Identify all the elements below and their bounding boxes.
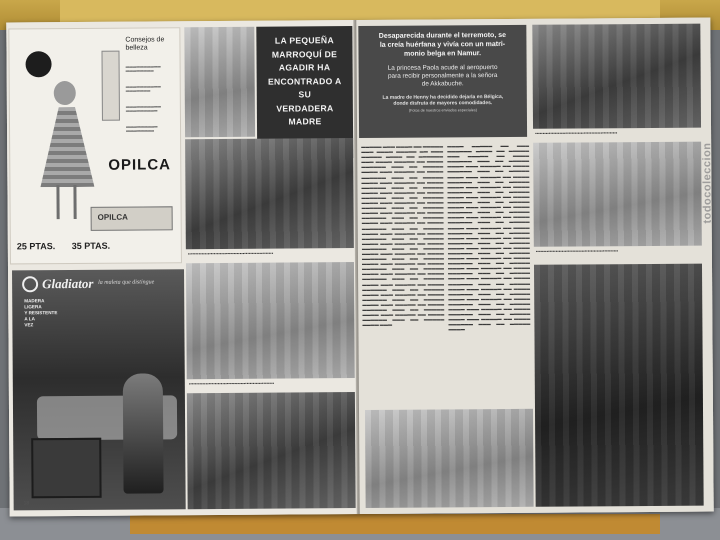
gladiator-advertisement <box>12 269 186 510</box>
price-normal: 25 PTAS. <box>16 241 56 252</box>
article-header-box <box>358 25 527 138</box>
left-page <box>6 20 359 516</box>
article-lead <box>365 64 521 89</box>
watermark-text: todocoleccion <box>701 142 714 224</box>
photo-children-walking <box>365 409 534 508</box>
photo-caption-2: ▪▪▪▪▪▪▪▪▪▪▪▪▪▪▪▪▪▪▪▪▪▪▪▪▪▪▪▪▪▪▪▪▪▪▪▪▪▪▪▪▪▪▪▪▪▪▪▪▪▪▪▪▪▪▪▪ <box>188 380 275 387</box>
dek-line: Desaparecida durante el terremoto, se <box>378 31 507 40</box>
watermark <box>697 68 712 228</box>
prices <box>17 241 127 252</box>
feature-line: LIGERA <box>24 304 42 310</box>
model-figure <box>36 81 99 221</box>
tip-text-2: ▬▬▬▬▬▬▬▬▬▬ ▬▬▬▬▬▬▬ <box>125 84 161 93</box>
lead-line: para recibir personalmente a la señora <box>387 72 498 80</box>
headline-line: ENCONTRADO A SU <box>267 75 342 100</box>
feature-line: MADERA <box>24 298 45 304</box>
product-tube-horizontal <box>91 206 173 231</box>
tip-text-4: ▬▬▬▬▬▬▬▬▬ ▬▬▬▬▬▬▬▬ <box>126 124 158 133</box>
opilca-brand: OPILCA <box>108 156 172 174</box>
photo-greeting-scene <box>186 262 355 379</box>
lead-line: de Akkabuche. <box>421 80 464 88</box>
feature-line: A LA <box>24 316 35 322</box>
headline-line: AGADIR HA <box>278 62 331 73</box>
article-column-2: ▬▬▬▬ ▬▬▬▬▬ ▬▬ ▬▬▬ ▬▬▬▬▬▬ ▬▬▬▬ ▬▬ ▬▬▬▬▬ ▬▬▬ ▬▬▬▬▬ ▬▬ ▬▬▬▬ ▬▬▬▬▬▬ ▬▬▬ ▬▬ ▬▬▬▬▬ ▬▬▬▬ ▬▬▬ ▬▬▬▬▬ ▬▬ ▬▬▬▬ ▬▬▬▬▬▬ ▬▬▬ ▬▬ ▬▬▬▬▬ ▬▬▬▬ ▬▬▬ ▬▬▬▬▬ ▬▬ ▬▬▬▬ ▬▬▬▬▬▬ ▬▬▬ ▬▬ ▬▬▬▬▬ ▬▬▬▬ ▬▬▬ ▬▬▬▬▬ ▬▬ ▬▬▬▬ ▬▬▬▬▬▬ ▬▬▬ ▬▬ ▬▬▬▬▬ ▬▬▬▬ ▬▬▬ ▬▬▬▬▬ ▬▬ ▬▬▬▬ ▬▬▬▬▬▬ ▬▬▬ ▬▬ ▬▬▬▬▬ ▬▬▬▬ ▬▬▬ ▬▬▬▬▬ ▬▬ ▬▬▬▬ ▬▬▬▬▬▬ ▬▬▬ ▬▬ ▬▬▬▬▬ ▬▬▬▬ ▬▬▬ ▬▬▬▬▬ ▬▬ ▬▬▬▬ ▬▬▬▬▬▬ ▬▬▬ ▬▬ ▬▬▬▬▬ ▬▬▬▬ ▬▬▬ ▬▬▬▬▬ ▬▬ ▬▬▬▬ ▬▬▬▬▬▬ ▬▬▬ ▬▬ ▬▬▬▬▬ ▬▬▬▬ ▬▬▬ ▬▬▬▬▬ ▬▬ ▬▬▬▬ ▬▬▬▬▬▬ ▬▬▬ ▬▬ ▬▬▬▬▬ ▬▬▬▬ ▬▬▬ ▬▬▬▬▬ ▬▬ ▬▬▬▬ ▬▬▬▬▬▬ ▬▬▬ ▬▬ ▬▬▬▬▬ ▬▬▬▬ ▬▬▬ ▬▬▬▬▬ ▬▬ ▬▬▬▬ ▬▬▬▬▬▬ ▬▬▬ ▬▬ ▬▬▬▬▬ ▬▬▬▬ ▬▬▬ ▬▬▬▬▬ ▬▬ ▬▬▬▬ ▬▬▬▬▬▬ ▬▬▬ ▬▬ ▬▬▬▬▬ ▬▬▬▬ ▬▬▬ ▬▬▬▬▬ ▬▬ ▬▬▬▬ ▬▬▬▬▬▬ ▬▬▬ ▬▬ ▬▬▬▬▬ ▬▬▬▬ ▬▬▬ ▬▬▬▬▬ ▬▬ ▬▬▬▬ ▬▬▬▬▬▬ ▬▬▬ ▬▬ ▬▬▬▬▬ ▬▬▬▬ ▬▬▬ ▬▬▬▬▬ ▬▬ ▬▬▬▬ ▬▬▬▬▬▬ ▬▬▬ ▬▬ ▬▬▬▬▬ ▬▬▬▬ ▬▬▬ ▬▬▬▬▬ ▬▬ ▬▬▬▬ ▬▬▬▬▬▬ ▬▬▬ ▬▬ ▬▬▬▬▬ ▬▬▬▬ ▬▬▬ ▬▬▬▬▬ ▬▬ ▬▬▬▬ ▬▬▬▬▬▬ ▬▬▬ ▬▬ ▬▬▬▬▬ ▬▬▬▬ <box>447 142 531 332</box>
tip-text-3: ▬▬▬▬▬▬▬▬▬▬ ▬▬▬▬▬▬▬▬▬ <box>125 104 161 113</box>
feature-line: VEZ <box>24 322 34 328</box>
headline-line: MARROQUÍ DE <box>271 48 338 60</box>
feature-line: Y RESISTENTE <box>24 310 58 316</box>
price-large: 35 PTAS. <box>71 240 111 252</box>
sub-line: La madre de Henny ha decidido dejarla en Bélgica, <box>382 93 504 101</box>
magazine-spread <box>6 18 713 517</box>
dek-line: monio belga en Namur. <box>403 50 482 58</box>
tube-label: OPILCA <box>97 212 128 222</box>
lead-line: La princesa Paola acude al aeropuerto <box>387 64 498 72</box>
article-column-1: ▬▬▬▬▬ ▬▬▬ ▬▬▬▬ ▬▬ ▬▬▬▬▬ ▬▬▬ ▬▬▬▬ ▬▬▬▬▬ ▬▬ ▬▬▬ ▬▬▬▬▬ ▬▬▬▬ ▬▬ ▬▬▬▬▬▬ ▬▬▬ ▬▬▬▬ ▬▬▬▬▬ ▬▬ ▬▬▬▬ ▬▬▬▬▬▬ ▬▬▬ ▬▬ ▬▬▬▬▬ ▬▬▬▬ ▬▬▬ ▬▬▬▬▬ ▬▬ ▬▬▬▬ ▬▬▬▬▬▬ ▬▬▬ ▬▬ ▬▬▬▬▬ ▬▬▬▬ ▬▬▬ ▬▬▬▬▬ ▬▬ ▬▬▬▬ ▬▬▬▬▬▬ ▬▬▬ ▬▬ ▬▬▬▬▬ ▬▬▬▬ ▬▬▬ ▬▬▬▬▬ ▬▬ ▬▬▬▬ ▬▬▬▬▬▬ ▬▬▬ ▬▬ ▬▬▬▬▬ ▬▬▬▬ ▬▬▬ ▬▬▬▬▬ ▬▬ ▬▬▬▬ ▬▬▬▬▬▬ ▬▬▬ ▬▬ ▬▬▬▬▬ ▬▬▬▬ ▬▬▬ ▬▬▬▬▬ ▬▬ ▬▬▬▬ ▬▬▬▬▬▬ ▬▬▬ ▬▬ ▬▬▬▬▬ ▬▬▬▬ ▬▬▬ ▬▬▬▬▬ ▬▬ ▬▬▬▬ ▬▬▬▬▬▬ ▬▬▬ ▬▬ ▬▬▬▬▬ ▬▬▬▬ ▬▬▬ ▬▬▬▬▬ ▬▬ ▬▬▬▬ ▬▬▬▬▬▬ ▬▬▬ ▬▬ ▬▬▬▬▬ ▬▬▬▬ ▬▬▬ ▬▬▬▬▬ ▬▬ ▬▬▬▬ ▬▬▬▬▬▬ ▬▬▬ ▬▬ ▬▬▬▬▬ ▬▬▬▬ ▬▬▬ ▬▬▬▬▬ ▬▬ ▬▬▬▬ ▬▬▬▬▬▬ ▬▬▬ ▬▬ ▬▬▬▬▬ ▬▬▬▬ ▬▬▬ ▬▬▬▬▬ ▬▬ ▬▬▬▬ ▬▬▬▬▬▬ ▬▬▬ ▬▬ ▬▬▬▬▬ ▬▬▬▬ ▬▬▬ ▬▬▬▬▬ ▬▬ ▬▬▬▬ ▬▬▬▬▬▬ ▬▬▬ ▬▬ ▬▬▬▬▬ ▬▬▬▬ ▬▬▬ ▬▬▬▬▬ ▬▬ ▬▬▬▬ ▬▬▬▬▬▬ ▬▬▬ ▬▬ ▬▬▬▬▬ ▬▬▬▬ ▬▬▬ ▬▬▬▬▬ ▬▬ ▬▬▬▬ ▬▬▬▬▬▬ ▬▬▬ ▬▬ ▬▬▬▬▬ ▬▬▬▬ ▬▬▬ ▬▬▬▬▬ ▬▬ ▬▬▬▬ ▬▬▬▬▬▬ ▬▬▬ ▬▬ ▬▬▬▬▬ ▬▬▬▬ ▬▬▬ ▬▬▬▬▬ ▬▬ ▬▬▬▬ ▬▬▬▬▬▬ ▬▬▬ ▬▬ ▬▬▬▬▬ ▬▬▬▬ ▬▬▬ <box>361 143 445 328</box>
photo-crowd-embrace <box>533 142 702 247</box>
photo-man-portrait <box>184 27 255 137</box>
right-page <box>356 18 713 514</box>
headline-line: VERDADERA <box>276 102 334 114</box>
photo-princess-arrival <box>532 24 701 129</box>
model-head <box>54 81 76 105</box>
photo-caption-1: ▪▪▪▪▪▪▪▪▪▪▪▪▪▪▪▪▪▪▪▪▪▪▪▪▪▪▪▪▪▪▪▪▪▪▪▪▪▪▪▪▪▪▪▪▪▪▪▪▪▪▪▪▪▪▪▪ <box>187 250 274 257</box>
consejos-title: Consejos de belleza <box>125 36 165 52</box>
dek-line: la creía huérfana y vivía con un matri- <box>379 40 506 49</box>
photo-credit: (Fotos de nuestros enviados especiales) <box>408 108 478 113</box>
gladiator-features <box>24 298 64 328</box>
headline-line: LA PEQUEÑA <box>274 35 334 46</box>
photo-crowd-child <box>187 392 356 509</box>
tip-text-1: ▬▬▬▬▬▬▬▬▬▬ ▬▬▬▬▬▬▬▬ <box>125 64 161 73</box>
article-subhead <box>365 94 521 107</box>
gladiator-logo-icon <box>22 276 38 292</box>
table-band <box>130 514 660 534</box>
photo-caption-4: ▪▪▪▪▪▪▪▪▪▪▪▪▪▪▪▪▪▪▪▪▪▪▪▪▪▪▪▪▪▪▪▪▪▪▪▪▪▪▪▪▪▪▪▪▪▪▪▪▪▪▪▪▪▪ <box>535 248 619 254</box>
luggage-shape <box>31 438 101 498</box>
photo-airport-group <box>185 138 354 249</box>
gladiator-slogan: la maleta que distingue <box>98 279 155 286</box>
product-tube-vertical <box>101 51 119 121</box>
sub-line: donde disfruta de mayores comodidades. <box>393 100 493 107</box>
model-dress <box>40 107 95 187</box>
decorative-dot <box>25 51 51 77</box>
photo-caption-3: ▪▪▪▪▪▪▪▪▪▪▪▪▪▪▪▪▪▪▪▪▪▪▪▪▪▪▪▪▪▪▪▪▪▪▪▪▪▪▪▪▪▪▪▪▪▪▪▪▪▪▪▪▪▪ <box>535 130 618 136</box>
article-dek <box>364 31 520 59</box>
page-number: 18 <box>23 500 30 507</box>
photo-mother-daughter <box>534 264 704 507</box>
headline-line: MADRE <box>288 116 322 127</box>
opilca-advertisement <box>8 27 182 264</box>
model-legs <box>56 185 76 219</box>
gladiator-brand: Gladiator <box>42 275 94 292</box>
woman-figure <box>123 373 164 493</box>
